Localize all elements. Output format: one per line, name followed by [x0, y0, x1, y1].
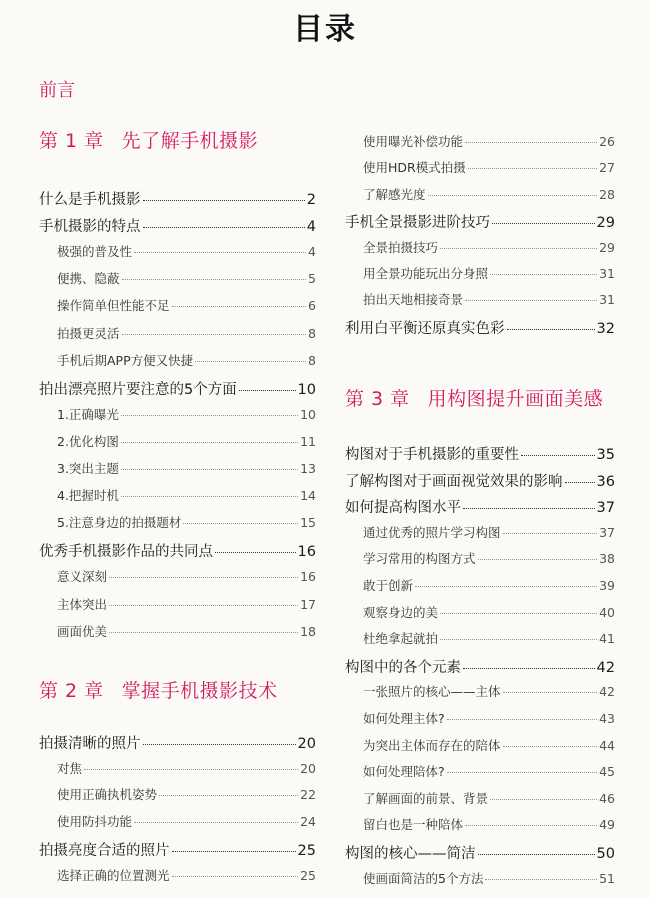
dot-leader [507, 329, 595, 330]
toc-entry-page-number: 6 [308, 298, 316, 314]
toc-entry[interactable] [39, 759, 316, 777]
toc-entry-page-number: 31 [599, 292, 615, 308]
toc-entry-page-number: 20 [297, 736, 316, 752]
toc-entry-page-number: 35 [596, 447, 615, 463]
toc-entry[interactable] [345, 576, 615, 594]
toc-entry[interactable] [345, 523, 615, 541]
toc-entry-page-number: 8 [308, 352, 316, 368]
toc-entry[interactable] [345, 211, 615, 232]
toc-entry[interactable] [39, 540, 316, 561]
toc-entry-label: 观察身边的美 [363, 604, 439, 620]
toc-entry-page-number: 25 [300, 867, 316, 883]
dot-leader [428, 195, 598, 196]
toc-entry[interactable] [39, 785, 316, 803]
dot-leader [503, 746, 598, 747]
toc-entry[interactable] [345, 869, 615, 887]
dot-leader [478, 854, 595, 855]
toc-entry-label: 拍出漂亮照片要注意的5个方面 [39, 381, 237, 398]
toc-entry-page-number: 31 [599, 266, 615, 281]
toc-entry[interactable] [39, 269, 316, 287]
toc-entry-label: 优秀手机摄影作品的共同点 [39, 544, 213, 561]
toc-entry[interactable] [39, 622, 316, 640]
toc-entry-page-number: 29 [599, 239, 615, 255]
dot-leader [134, 822, 298, 823]
dot-leader [447, 772, 597, 773]
dot-leader [565, 482, 595, 483]
dot-leader [172, 851, 296, 852]
toc-entry-label: 对焦 [57, 760, 83, 776]
toc-entry-page-number: 50 [596, 846, 615, 862]
dot-leader [503, 692, 598, 693]
dot-leader [121, 469, 298, 470]
toc-entry[interactable] [345, 443, 615, 464]
toc-entry-page-number: 42 [596, 659, 615, 676]
toc-entry[interactable] [345, 815, 615, 833]
toc-entry-label: 使用正确执机姿势 [57, 787, 158, 803]
toc-entry-page-number: 2 [306, 192, 316, 208]
toc-entry-label: 敢于创新 [363, 578, 414, 593]
dot-leader [121, 442, 298, 443]
toc-entry-label: 手机后期APP方便又快捷 [57, 352, 194, 368]
toc-entry-label: 通过优秀的照片学习构图 [363, 524, 501, 540]
toc-entry-page-number: 29 [596, 215, 615, 232]
dot-leader [440, 613, 597, 614]
toc-entry-label: 全景拍摄技巧 [363, 239, 439, 255]
toc-entry-label: 1.正确曝光 [57, 406, 119, 422]
toc-entry[interactable] [345, 603, 615, 621]
dot-leader [490, 799, 597, 800]
dot-leader [109, 605, 298, 606]
toc-entry-page-number: 10 [297, 381, 316, 398]
toc-entry-label: 如何处理陪体? [363, 764, 445, 780]
toc-entry-label: 拍出天地相接奇景 [363, 292, 464, 308]
toc-entry-page-number: 16 [300, 569, 316, 585]
dot-leader [447, 719, 597, 720]
toc-entry-label: 拍摄亮度合适的照片 [39, 842, 170, 859]
dot-leader [122, 279, 307, 280]
toc-entry-label: 画面优美 [57, 623, 108, 639]
dot-leader [521, 455, 595, 456]
toc-entry-label: 留白也是一种陪体 [363, 817, 464, 833]
toc-entry-page-number: 40 [599, 604, 615, 620]
toc-entry[interactable] [39, 732, 316, 753]
toc-entry-label: 手机摄影的特点 [39, 219, 141, 236]
dot-leader [121, 415, 298, 416]
toc-entry-page-number: 25 [297, 842, 316, 859]
toc-entry-label: 了解构图对于画面视觉效果的影响 [345, 473, 563, 490]
toc-entry-label: 手机全景摄影进阶技巧 [345, 215, 490, 232]
toc-entry-label: 4.把握时机 [57, 488, 119, 504]
toc-entry-page-number: 24 [300, 814, 316, 830]
toc-entry-label: 如何提高构图水平 [345, 500, 461, 517]
toc-entry-page-number: 11 [300, 433, 316, 449]
dot-leader [465, 142, 597, 143]
preface-link[interactable]: 前言 [39, 80, 75, 101]
dot-leader [478, 559, 598, 560]
toc-entry-page-number: 18 [300, 623, 316, 639]
dot-leader [415, 586, 597, 587]
dot-leader [485, 879, 597, 880]
dot-leader [465, 825, 597, 826]
chapter-number: 第 3 章 [345, 388, 410, 410]
toc-entry-label: 了解画面的前景、背景 [363, 790, 489, 806]
toc-entry-page-number: 32 [596, 320, 615, 337]
toc-entry-page-number: 26 [599, 134, 615, 149]
dot-leader [159, 795, 298, 796]
toc-entry-label: 利用白平衡还原真实色彩 [345, 320, 505, 337]
toc-entry[interactable] [39, 486, 316, 504]
toc-entry-label: 选择正确的位置测光 [57, 867, 170, 883]
toc-entry[interactable] [345, 762, 615, 780]
toc-entry-page-number: 42 [599, 684, 615, 700]
dot-leader [172, 306, 307, 307]
toc-entry-page-number: 44 [599, 737, 615, 753]
dot-leader [215, 552, 296, 553]
toc-entry-label: 构图对于手机摄影的重要性 [345, 447, 519, 463]
chapter-number: 第 1 章 [39, 130, 104, 152]
dot-leader [122, 334, 307, 335]
toc-entry[interactable] [39, 405, 316, 423]
toc-entry-page-number: 13 [300, 461, 316, 476]
chapter-1-heading[interactable] [39, 126, 258, 153]
toc-entry-label: 便携、隐蔽 [57, 271, 120, 287]
toc-entry[interactable] [345, 736, 615, 754]
toc-entry[interactable] [345, 549, 615, 567]
toc-entry[interactable] [39, 595, 316, 613]
chapter-3-heading[interactable] [345, 384, 603, 411]
toc-entry-label: 极强的普及性 [57, 244, 133, 260]
toc-entry-page-number: 4 [306, 219, 316, 236]
toc-entry-page-number: 51 [599, 870, 615, 886]
dot-leader [503, 533, 598, 534]
toc-entry-label: 学习常用的构图方式 [363, 551, 476, 567]
toc-entry-label: 构图中的各个元素 [345, 659, 461, 676]
toc-entry-label: 构图的核心——简洁 [345, 846, 476, 862]
toc-entry-label: 意义深刻 [57, 569, 108, 585]
dot-leader [239, 390, 296, 391]
chapter-number: 第 2 章 [39, 680, 104, 702]
toc-entry-label: 使用曝光补偿功能 [363, 134, 464, 149]
toc-entry[interactable] [39, 432, 316, 450]
toc-entry-page-number: 37 [599, 524, 615, 540]
toc-entry[interactable] [39, 812, 316, 830]
toc-entry-page-number: 41 [599, 631, 615, 647]
toc-entry-page-number: 43 [599, 711, 615, 726]
toc-entry-page-number: 15 [300, 515, 316, 531]
toc-entry-page-number: 36 [596, 473, 615, 490]
toc-entry[interactable] [39, 242, 316, 260]
dot-leader [468, 168, 597, 169]
toc-entry-label: 使画面简洁的5个方法 [363, 870, 484, 886]
toc-entry[interactable] [345, 185, 615, 203]
dot-leader [84, 769, 298, 770]
toc-entry-label: 5.注意身边的拍摄题材 [57, 515, 182, 531]
toc-entry[interactable] [345, 290, 615, 308]
toc-entry[interactable] [39, 513, 316, 531]
toc-entry[interactable] [345, 264, 615, 282]
toc-entry-page-number: 27 [599, 160, 615, 176]
toc-entry-page-number: 37 [596, 500, 615, 517]
toc-entry-label: 使用HDR模式拍摄 [363, 160, 466, 176]
toc-entry[interactable] [39, 459, 316, 477]
dot-leader [134, 252, 306, 253]
toc-entry[interactable] [345, 789, 615, 807]
dot-leader [143, 200, 305, 201]
toc-entry[interactable] [345, 158, 615, 176]
toc-entry[interactable] [345, 682, 615, 700]
dot-leader [172, 876, 299, 877]
dot-leader [440, 248, 597, 249]
toc-entry-page-number: 28 [599, 186, 615, 202]
toc-entry-page-number: 17 [300, 596, 316, 612]
toc-entry[interactable] [39, 215, 316, 236]
toc-entry-label: 杜绝拿起就拍 [363, 631, 439, 647]
toc-entry[interactable] [39, 188, 316, 209]
toc-entry-page-number: 5 [308, 271, 316, 287]
toc-entry-label: 为突出主体而存在的陪体 [363, 737, 501, 753]
dot-leader [121, 496, 298, 497]
dot-leader [490, 274, 597, 275]
toc-entry-page-number: 46 [599, 790, 615, 806]
toc-entry[interactable] [345, 470, 615, 491]
toc-entry[interactable] [39, 296, 316, 314]
toc-entry-label: 3.突出主题 [57, 461, 119, 476]
toc-entry[interactable] [39, 839, 316, 860]
dot-leader [492, 223, 595, 224]
dot-leader [143, 744, 296, 745]
page-title: 目录 [293, 12, 357, 47]
toc-entry-label: 使用防抖功能 [57, 814, 133, 830]
dot-leader [109, 632, 298, 633]
toc-entry-label: 2.优化构图 [57, 433, 119, 449]
toc-entry-label: 一张照片的核心——主体 [363, 684, 501, 700]
toc-entry[interactable] [345, 656, 615, 677]
dot-leader [195, 361, 306, 362]
toc-entry-label: 主体突出 [57, 596, 108, 612]
chapter-title: 先了解手机摄影 [121, 130, 259, 152]
dot-leader [465, 300, 597, 301]
chapter-title: 掌握手机摄影技术 [121, 680, 278, 702]
dot-leader [183, 523, 298, 524]
toc-entry[interactable] [345, 496, 615, 517]
toc-entry[interactable] [345, 709, 615, 727]
toc-entry-page-number: 16 [297, 544, 316, 561]
chapter-2-heading[interactable] [39, 676, 278, 703]
toc-entry-label: 了解感光度 [363, 186, 426, 202]
toc-entry-page-number: 49 [599, 817, 615, 833]
dot-leader [463, 508, 595, 509]
dot-leader [109, 577, 298, 578]
toc-entry[interactable] [345, 842, 615, 863]
toc-entry-page-number: 4 [308, 244, 316, 260]
toc-entry-label: 操作简单但性能不足 [57, 298, 170, 314]
toc-entry[interactable] [39, 866, 316, 884]
toc-entry-page-number: 8 [308, 325, 316, 341]
toc-entry-page-number: 39 [599, 578, 615, 593]
chapter-title: 用构图提升画面美感 [427, 388, 604, 410]
toc-entry[interactable] [39, 324, 316, 342]
toc-entry-label: 拍摄清晰的照片 [39, 736, 141, 752]
dot-leader [143, 227, 305, 228]
toc-entry-page-number: 45 [599, 764, 615, 780]
toc-entry[interactable] [345, 132, 615, 150]
toc-entry-page-number: 22 [300, 787, 316, 803]
toc-entry-page-number: 38 [599, 551, 615, 567]
dot-leader [463, 668, 595, 669]
toc-entry-page-number: 14 [300, 488, 316, 504]
toc-entry[interactable] [345, 238, 615, 256]
toc-entry-page-number: 20 [300, 760, 316, 776]
toc-entry[interactable] [39, 378, 316, 399]
toc-entry-label: 用全景功能玩出分身照 [363, 266, 489, 281]
toc-entry[interactable] [345, 317, 615, 338]
toc-entry[interactable] [39, 351, 316, 369]
toc-entry[interactable] [345, 629, 615, 647]
toc-entry-label: 什么是手机摄影 [39, 192, 141, 208]
toc-entry-label: 如何处理主体? [363, 711, 445, 726]
dot-leader [440, 639, 597, 640]
toc-entry-label: 拍摄更灵活 [57, 325, 120, 341]
toc-entry[interactable] [39, 567, 316, 585]
toc-entry-page-number: 10 [300, 406, 316, 422]
